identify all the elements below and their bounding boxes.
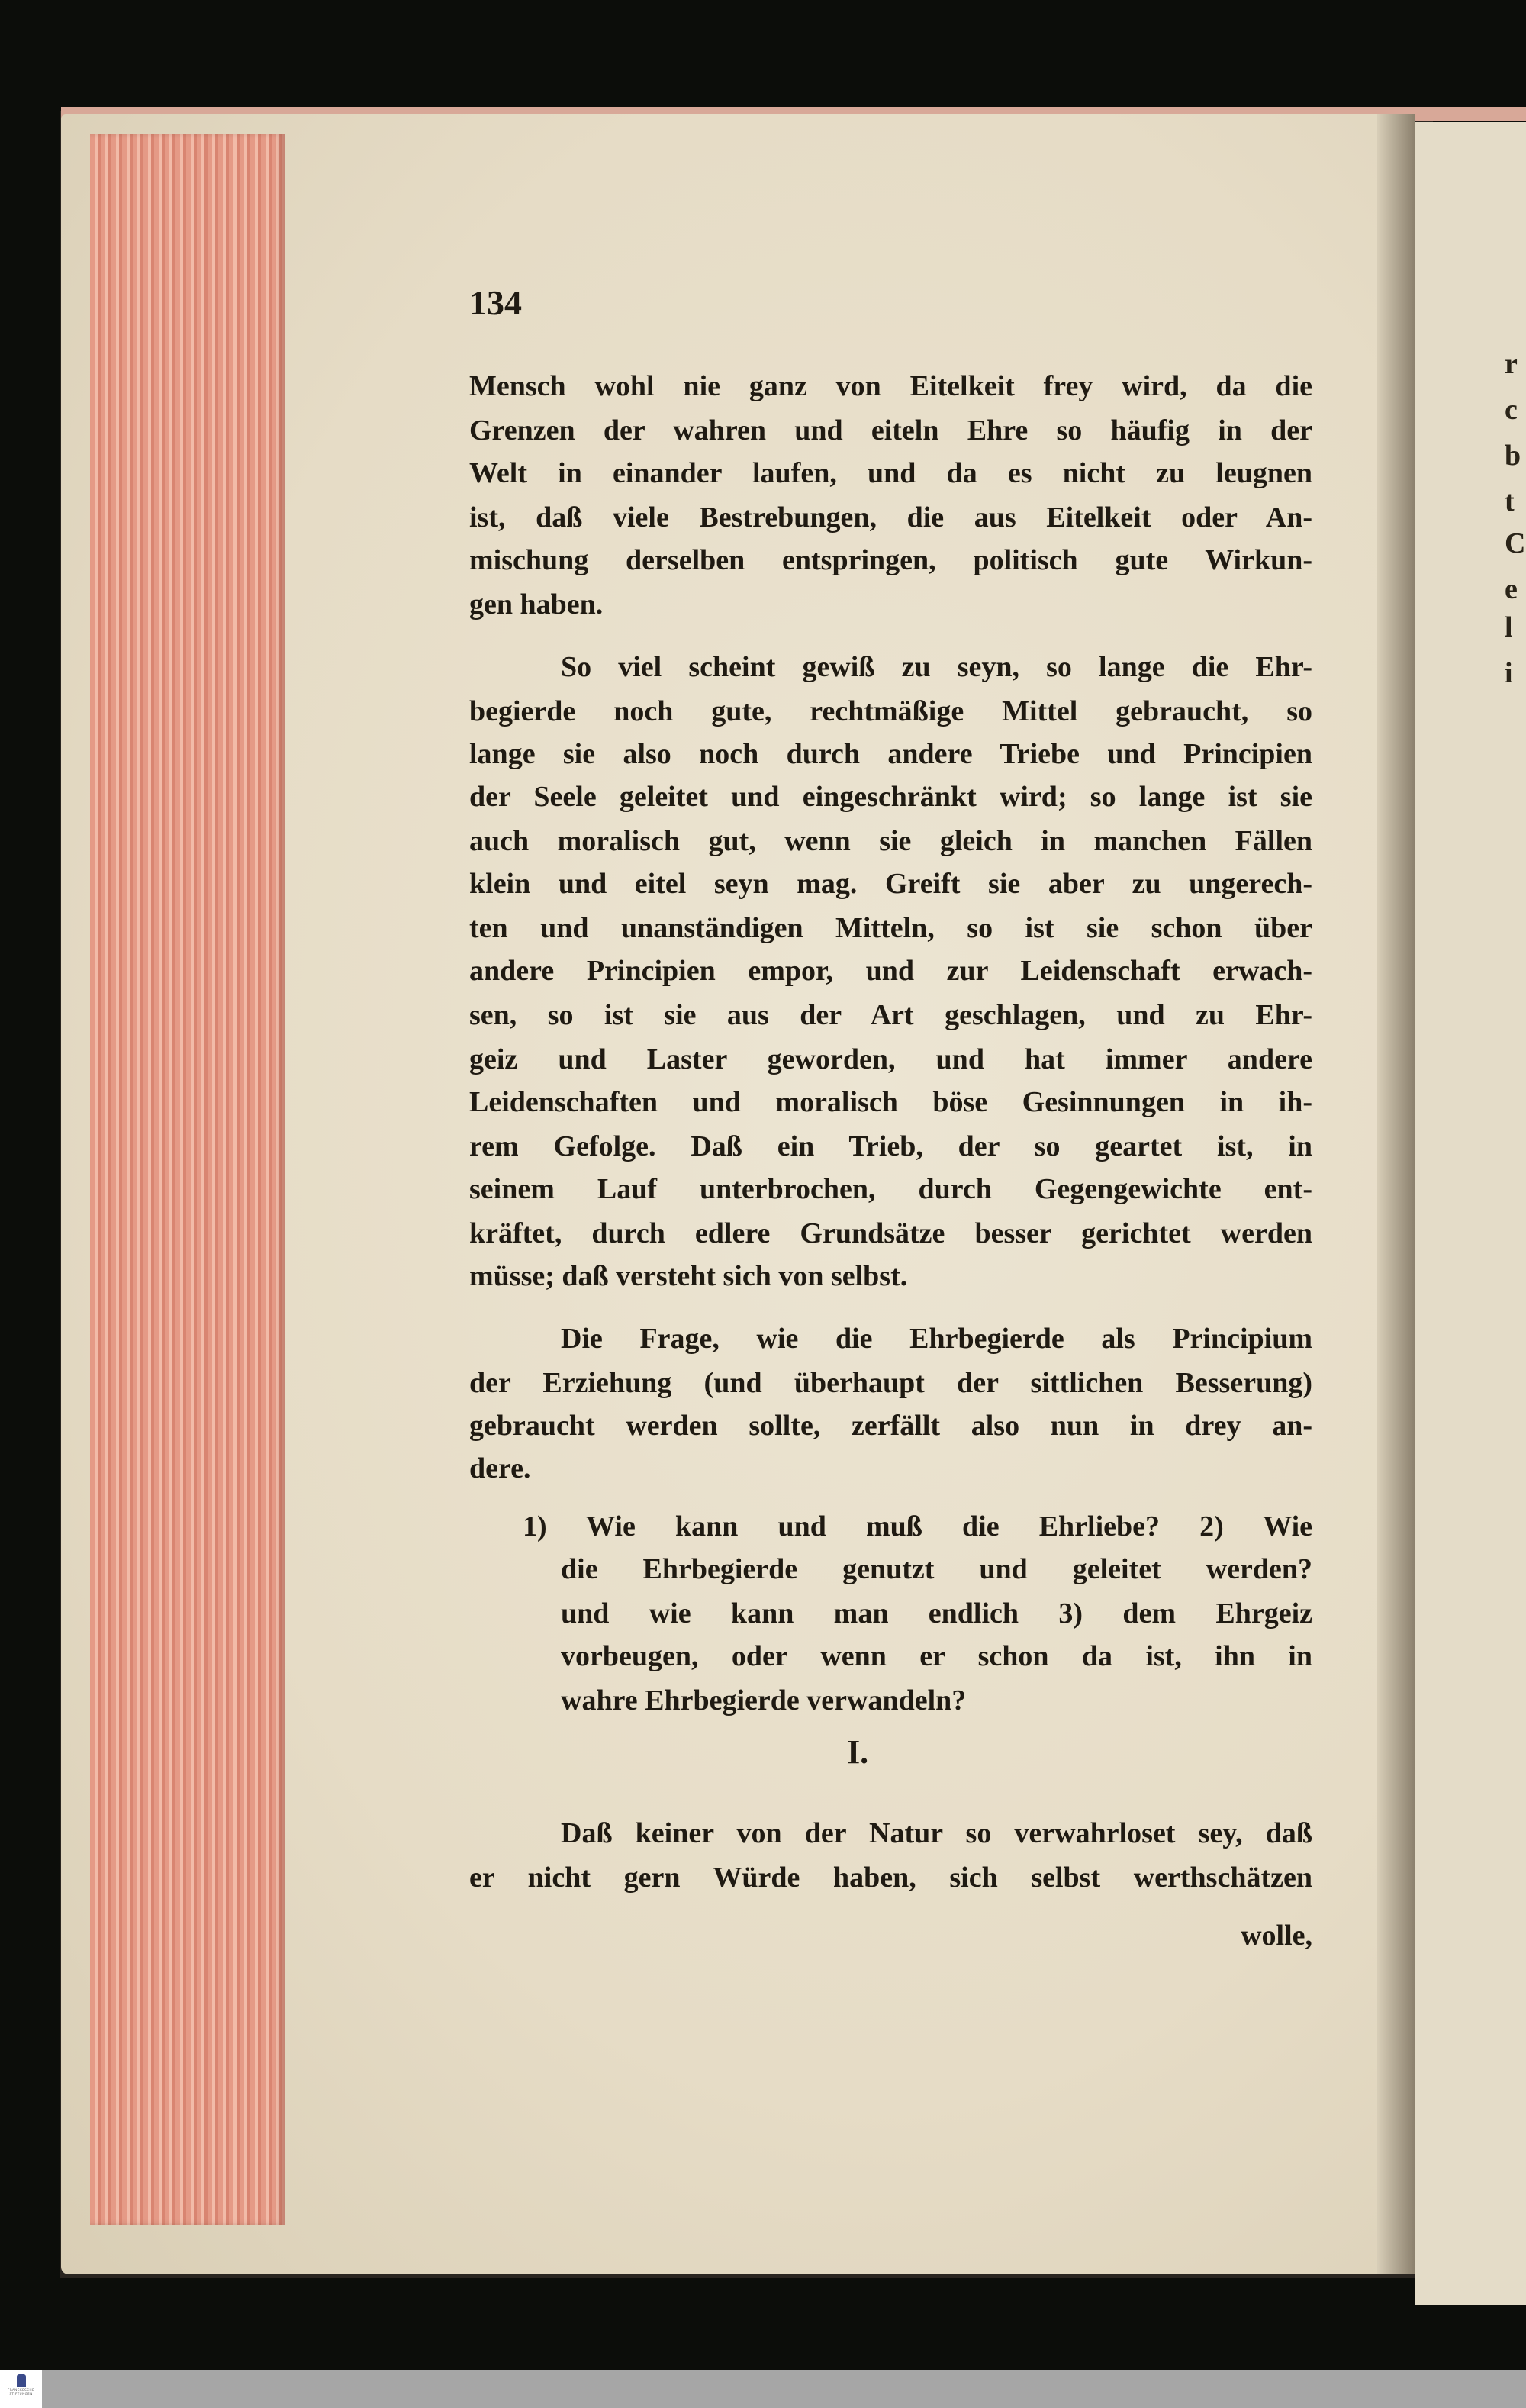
text-line: und wie kann man endlich 3) dem Ehrgeiz <box>561 1597 1312 1630</box>
facing-fragment: t <box>1505 485 1515 517</box>
text-line: wolle, <box>1241 1920 1312 1952</box>
text-line: wahre Ehrbegierde verwandeln? <box>561 1684 967 1717</box>
facing-fragment: c <box>1505 394 1518 426</box>
facing-fragment: i <box>1505 657 1513 689</box>
page-number: 134 <box>469 283 522 322</box>
text-line: sen, so ist sie aus der Art geschlagen, und zu Ehr- <box>469 999 1312 1031</box>
text-line: klein und eitel seyn mag. Greift sie aber zu ungerech- <box>469 868 1312 900</box>
text-line: Die Frage, wie die Ehrbegierde als Principium <box>561 1323 1312 1355</box>
logo-figure-icon <box>17 2374 26 2387</box>
facing-fragment: C <box>1505 527 1526 559</box>
text-line: müsse; daß versteht sich von selbst. <box>469 1260 908 1292</box>
facing-fragment: r <box>1505 348 1518 380</box>
facing-fragment: b <box>1505 440 1521 472</box>
text-line: rem Gefolge. Daß ein Trieb, der so geartet ist, in <box>469 1130 1312 1162</box>
text-line: lange sie also noch durch andere Triebe und Principien <box>469 738 1312 770</box>
facing-fragment: l <box>1505 611 1513 643</box>
text-line: ist, daß viele Bestrebungen, die aus Eitelkeit oder An- <box>469 501 1312 533</box>
text-line: der Seele geleitet und eingeschränkt wird; so lange ist sie <box>469 781 1312 813</box>
text-line: begierde noch gute, rechtmäßige Mittel gebraucht, so <box>469 695 1312 727</box>
text-line: Mensch wohl nie ganz von Eitelkeit frey wird, da die <box>469 370 1312 402</box>
text-line: vorbeugen, oder wenn er schon da ist, ihn in <box>561 1640 1312 1672</box>
text-line: geiz und Laster geworden, und hat immer andere <box>469 1043 1312 1075</box>
text-line: So viel scheint gewiß zu seyn, so lange die Ehr- <box>561 651 1312 683</box>
text-line: mischung derselben entspringen, politisch gute Wirkun- <box>469 544 1312 576</box>
text-line: gen haben. <box>469 588 604 621</box>
text-line: Grenzen der wahren und eiteln Ehre so häufig in der <box>469 414 1312 446</box>
institution-logo <box>0 2370 42 2408</box>
text-line: dere. <box>469 1452 531 1484</box>
text-line: 1) Wie kann und muß die Ehrliebe? 2) Wie <box>523 1510 1312 1542</box>
text-line: ten und unanständigen Mitteln, so ist sie schon über <box>469 912 1312 944</box>
text-line: Welt in einander laufen, und da es nicht zu leugnen <box>469 457 1312 489</box>
section-heading: I. <box>847 1733 869 1771</box>
text-line: andere Principien empor, und zur Leidenschaft erwach- <box>469 955 1312 987</box>
text-line: er nicht gern Würde haben, sich selbst werthschätzen <box>469 1862 1312 1894</box>
facing-fragment: e <box>1505 573 1518 605</box>
text-line: Leidenschaften und moralisch böse Gesinnungen in ih- <box>469 1086 1312 1118</box>
text-line: auch moralisch gut, wenn sie gleich in manchen Fällen <box>469 825 1312 857</box>
text-line: kräftet, durch edlere Grundsätze besser gerichtet werden <box>469 1217 1312 1249</box>
text-line: der Erziehung (und überhaupt der sittlichen Besserung) <box>469 1367 1312 1399</box>
text-line: gebraucht werden sollte, zerfällt also nun in drey an- <box>469 1410 1312 1442</box>
text-line: die Ehrbegierde genutzt und geleitet werden? <box>561 1553 1312 1585</box>
text-line: seinem Lauf unterbrochen, durch Gegengewichte ent- <box>469 1173 1312 1205</box>
text-line: Daß keiner von der Natur so verwahrloset sey, daß <box>561 1817 1312 1849</box>
logo-text: FRANCKESCHE STIFTUNGEN <box>8 2388 34 2396</box>
